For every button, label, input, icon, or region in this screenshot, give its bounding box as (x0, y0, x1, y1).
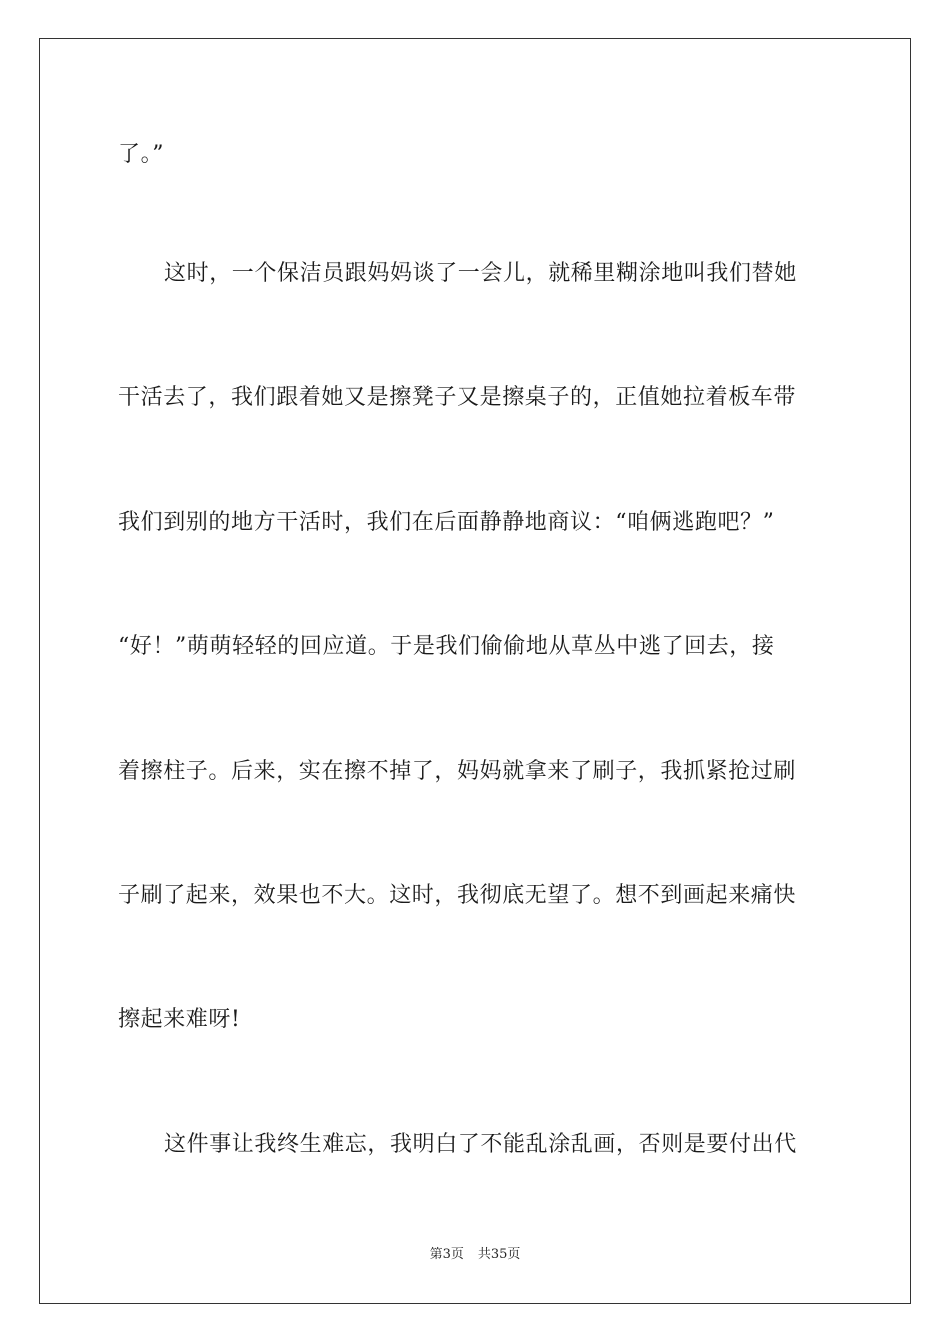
page-footer (0, 1246, 950, 1264)
text-line-2: 这时，一个保洁员跟妈妈谈了一会儿，就稀里糊涂地叫我们替她 (164, 261, 797, 286)
text-line-5: “好！”萌萌轻轻的回应道。于是我们偷偷地从草丛中逃了回去，接 (118, 634, 775, 659)
text-line-6: 着擦柱子。后来，实在擦不掉了，妈妈就拿来了刷子，我抓紧抢过刷 (118, 759, 797, 784)
total-pages-label: 共35页 (477, 1247, 521, 1262)
page-border (39, 38, 911, 1304)
text-line-8: 擦起来难呀! (118, 1007, 241, 1032)
text-line-4: 我们到别的地方干活时，我们在后面静静地商议：“咱俩逃跑吧？” (118, 510, 775, 535)
current-page-label: 第3页 (429, 1247, 464, 1262)
text-line-9: 这件事让我终生难忘，我明白了不能乱涂乱画，否则是要付出代 (164, 1132, 797, 1157)
text-line-7: 子刷了起来，效果也不大。这时，我彻底无望了。想不到画起来痛快 (118, 883, 797, 908)
text-line-1: 了。” (118, 142, 165, 167)
text-line-3: 干活去了，我们跟着她又是擦凳子又是擦桌子的，正值她拉着板车带 (118, 385, 797, 410)
